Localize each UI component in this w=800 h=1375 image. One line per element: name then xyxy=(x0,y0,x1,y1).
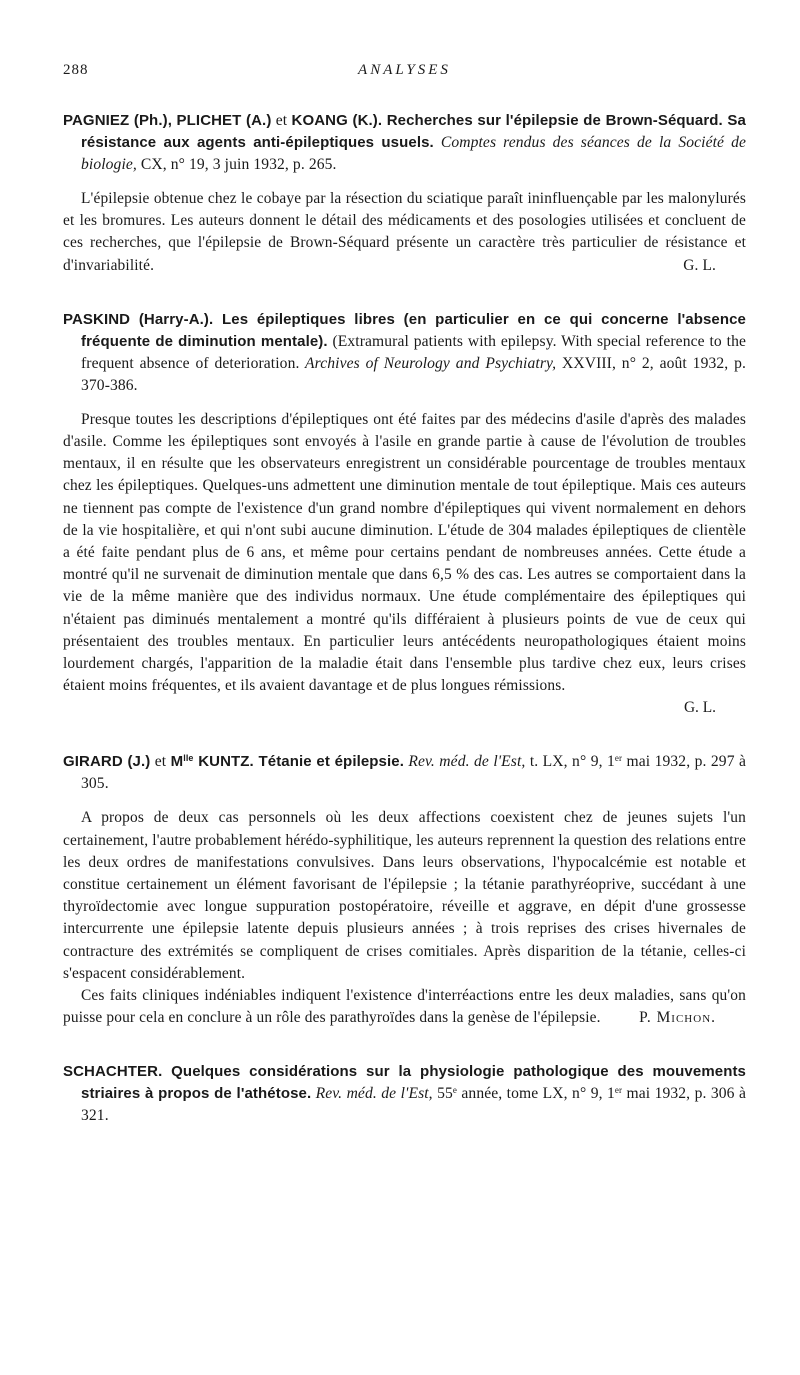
article-title: Les épileptiques libres (en particulier en ce qui concerne l'absence fréquente de diminution mentale). xyxy=(81,310,746,350)
article-title: Quelques considérations sur la physiologie pathologique des mouvements striaires à propos de l'athétose. xyxy=(81,1063,746,1103)
running-head xyxy=(63,52,746,78)
citation: 55e année, tome LX, n° 9, 1er mai 1932, p. 306 à 321. xyxy=(81,1085,747,1125)
article-title: Recherches sur l'épilepsie de Brown-Séquard. Sa résistance aux agents anti-épileptiques usuels. xyxy=(81,112,746,151)
citation: CX, n° 19, 3 juin 1932, p. 265. xyxy=(136,156,337,173)
authors: PASKIND (Harry-A.). xyxy=(63,310,214,328)
running-title: ANALYSES xyxy=(358,62,451,78)
reference xyxy=(63,309,746,397)
review-entry-schachter xyxy=(63,1061,746,1127)
journal-name: Archives of Neurology and Psychiatry, xyxy=(299,354,557,372)
reviewer-signature: G. L. xyxy=(683,256,716,274)
review-entry-pagniez xyxy=(63,110,746,277)
reference xyxy=(63,110,746,176)
authors: PAGNIEZ (Ph.), PLICHET (A.) xyxy=(63,112,272,129)
abstract-paragraph: L'épilepsie obtenue chez le cobaye par la résection du sciatique paraît ininfluençable par les malonylurés et les bromures. Les auteurs donnent le détail des médicaments et des posologies utilisées et concluent de ces recherches, que l'épilepsie de Brown-Séquard présente un caractère très particulier de résistance et d'invariabilité. G. L. xyxy=(63,188,746,277)
abstract-paragraph: Presque toutes les descriptions d'épileptiques ont été faites par des médecins d'asile d'après des malades d'asile. Comme les épileptiques sont envoyés à l'asile en grande partie à cause de l'évolution de troubles mentaux, il en résulte que les observateurs enregistrent un considérable pourcentage de troubles mentaux chez les épileptiques. Quelques-uns admettent une diminution mentale de tout épileptique. Mais ces auteurs ne tiennent pas compte de l'existence d'un grand nombre d'épileptiques qui vivent normalement en dehors de la vie hospitalière, et qui n'ont subi aucune diminution. L'étude de 304 malades épileptiques de clientèle a été faite pendant plus de 6 ans, et même pour certains pendant de nombreuses années. Cette étude a montré qu'il ne survenait de diminution mentale que dans 6,5 % des cas. Les autres se comportaient dans la vie de la même manière que des individus normaux. Une étude complémentaire des épileptiques qui n'étaient pas diminués mentalement a montré qu'ils différaient à plusieurs points de vue de ceux qui présentaient des troubles mentaux. En particulier leurs antécédents neuropathologiques étaient moins lourdement chargés, l'apparition de la maladie était dans l'ensemble plus tardive chez eux, leurs crises étaient moins fréquentes, et ils avaient davantage et de plus longues rémissions. xyxy=(63,410,746,695)
reviewer-signature: G. L. xyxy=(683,699,716,717)
reference xyxy=(63,751,746,795)
citation: XXVIII, n° 2, août 1932, p. 370-386. xyxy=(81,354,747,394)
reviewer-signature: P. Michon. xyxy=(639,1009,716,1027)
journal-name: Rev. méd. de l'Est, xyxy=(311,1085,433,1103)
review-entry-paskind xyxy=(63,309,746,720)
abstract-paragraph: Ces faits cliniques indéniables indiquent l'existence d'interréactions entre les deux maladies, sans qu'on puisse pour cela en conclure à un rôle des parathyroïdes dans la genèse de l'épilepsie. P. Michon. xyxy=(63,985,746,1029)
abstract-paragraph: A propos de deux cas personnels où les deux affections coexistent chez de jeunes sujets l'un certainement, l'autre probablement hérédo-syphilitique, les auteurs reprennent la question des relations entre les deux ordres de manifestations convulsives. Dans leurs observations, l'hypocalcémie est notable et constitue certainement un élément favorisant de l'épilepsie ; la tétanie parathyréoprive, succédant à une thyroïdectomie avec longue suppuration postopératoire, réveille et aggrave, en dépit d'une grossesse intercurrente une épilepsie latente depuis plusieurs années ; à trois reprises des crises hivernales de contracture des extrémités se compliquent de crises comitiales. Après disparition de la tétanie, celles-ci s'espacent considérablement. xyxy=(63,809,746,982)
authors: $M^{lle}$ KUNTZ. xyxy=(170,753,254,771)
page-number: 288 xyxy=(63,62,89,78)
author-conjunction: et xyxy=(271,112,292,129)
article-title: Tétanie et épilepsie. xyxy=(253,753,404,771)
review-entry-girard xyxy=(63,751,746,1029)
authors: KOANG (K.). xyxy=(291,112,383,129)
journal-name: Rev. méd. de l'Est, xyxy=(403,753,526,771)
author-conjunction: et xyxy=(150,753,171,771)
citation: t. LX, n° 9, 1er mai 1932, p. 297 à 305. xyxy=(81,753,747,793)
authors: SCHACHTER. xyxy=(63,1063,163,1081)
authors: GIRARD (J.) xyxy=(63,753,151,771)
title-translation: (Extramural patients with epilepsy. With special reference to the frequent absence of deterioration. xyxy=(81,332,746,372)
journal-name: Comptes rendus des séances de la Société de biologie, xyxy=(81,134,746,173)
reference xyxy=(63,1061,746,1127)
